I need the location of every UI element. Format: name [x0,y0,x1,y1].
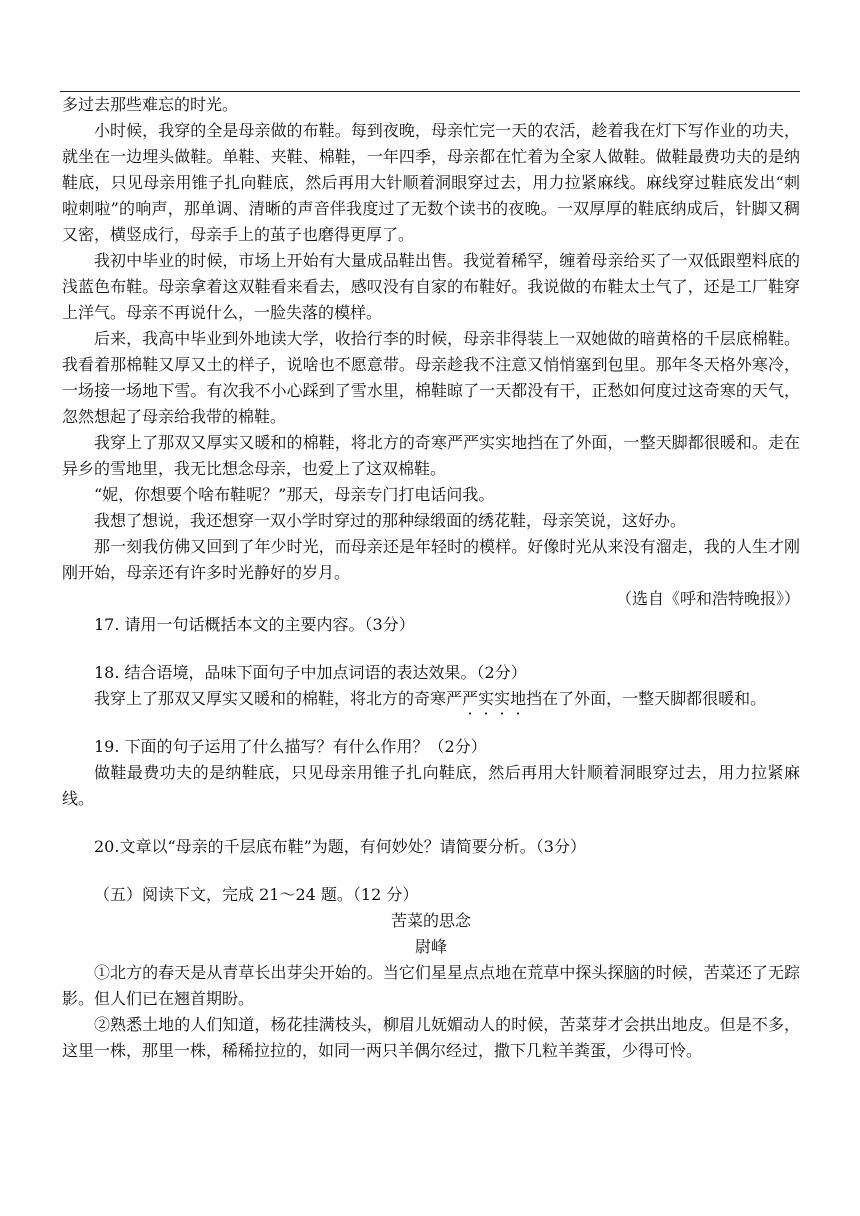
page-content [62,92,800,1064]
question-18: 18. 结合语境，品味下面句子中加点词语的表达效果。（2分） [94,663,527,682]
article-paragraph-4: 我穿上了那双又厚实又暖和的棉鞋，将北方的奇寒严严实实地挡在了外面，一整天脚都很暖和。走在异乡的雪地里，我无比想念母亲，也爱上了这双棉鞋。 [62,433,800,478]
article-paragraph-0: 多过去那些难忘的时光。 [62,95,239,114]
dotted-char: 严 [462,689,479,708]
article-paragraph-3: 后来，我高中毕业到外地读大学，收拾行李的时候，母亲非得装上一双她做的暗黄格的千层底棉鞋。我看着那棉鞋又厚又土的样子，说啥也不愿意带。母亲趁我不注意又悄悄塞到包里。那年冬天格外寒冷，一场接一场地下雪。有次我不小心踩到了雪水里，棉鞋晾了一天都没有干，正愁如何度过这奇寒的天气，忽然想起了母亲给我带的棉鞋。 [62,329,800,426]
dotted-char: 严 [446,689,463,708]
article-paragraph-5: “妮，你想要个啥布鞋呢？”那天，母亲专门打电话问我。 [94,485,495,504]
q18-text-b: 地挡在了外面，一整天脚都很暖和。 [510,689,767,708]
article-paragraph-6: 我想了想说，我还想穿一双小学时穿过的那种绿缎面的绣花鞋，母亲笑说，这好办。 [94,511,687,530]
question-18-sentence [62,686,800,712]
section5-title: 苦菜的思念 [390,911,471,930]
section5-paragraph-2: ②熟悉土地的人们知道，杨花挂满枝头，柳眉儿妩媚动人的时候，苦菜芽才会拱出地皮。但是不多，这里一株，那里一株，稀稀拉拉的，如同一两只羊偶尔经过，撒下几粒羊粪蛋，少得可怜。 [62,1015,800,1060]
question-17: 17. 请用一句话概括本文的主要内容。（3分） [94,615,415,634]
question-19: 19. 下面的句子运用了什么描写？有什么作用？（2分） [94,737,487,756]
article-paragraph-7: 那一刻我仿佛又回到了年少时光，而母亲还是年轻时的模样。好像时光从来没有溜走，我的人生才刚刚开始，母亲还有许多时光静好的岁月。 [62,537,800,582]
section5-author: 尉峰 [414,937,447,956]
section5-heading: （五）阅读下文，完成 21～24 题。（12 分） [94,885,419,904]
dotted-char: 实 [494,689,511,708]
article-paragraph-2: 我初中毕业的时候，市场上开始有大量成品鞋出售。我觉着稀罕，缠着母亲给买了一双低跟塑料底的浅蓝色布鞋。母亲拿着这双鞋看来看去，感叹没有自家的布鞋好。我说做的布鞋太土气了，还是工厂鞋穿上洋气。母亲不再说什么，一脸失落的模样。 [62,251,800,322]
dotted-char: 实 [478,689,495,708]
question-20: 20.文章以“母亲的千层底布鞋”为题，有何妙处？请简要分析。（3分） [94,837,586,856]
article-source: （选自《呼和浩特晚报》） [615,589,800,608]
question-19-sentence: 做鞋最费功夫的是纳鞋底，只见母亲用锥子扎向鞋底，然后再用大针顺着洞眼穿过去，用力拉紧麻线。 [62,763,800,808]
article-paragraph-1: 小时候，我穿的全是母亲做的布鞋。每到夜晚，母亲忙完一天的农活，趁着我在灯下写作业的功夫，就坐在一边埋头做鞋。单鞋、夹鞋、棉鞋，一年四季，母亲都在忙着为全家人做鞋。做鞋最费功夫的是纳鞋底，只见母亲用锥子扎向鞋底，然后再用大针顺着洞眼穿过去，用力拉紧麻线。麻线穿过鞋底发出“刺啦刺啦”的响声，那单调、清晰的声音伴我度过了无数个读书的夜晚。一双厚厚的鞋底纳成后，针脚又稠又密，横竖成行，母亲手上的茧子也磨得更厚了。 [62,121,800,244]
section5-paragraph-1: ①北方的春天是从青草长出芽尖开始的。当它们星星点点地在荒草中探头探脑的时候，苦菜还了无踪影。但人们已在翘首期盼。 [62,963,800,1008]
q18-text-a: 我穿上了那双又厚实又暖和的棉鞋，将北方的奇寒 [94,689,447,708]
